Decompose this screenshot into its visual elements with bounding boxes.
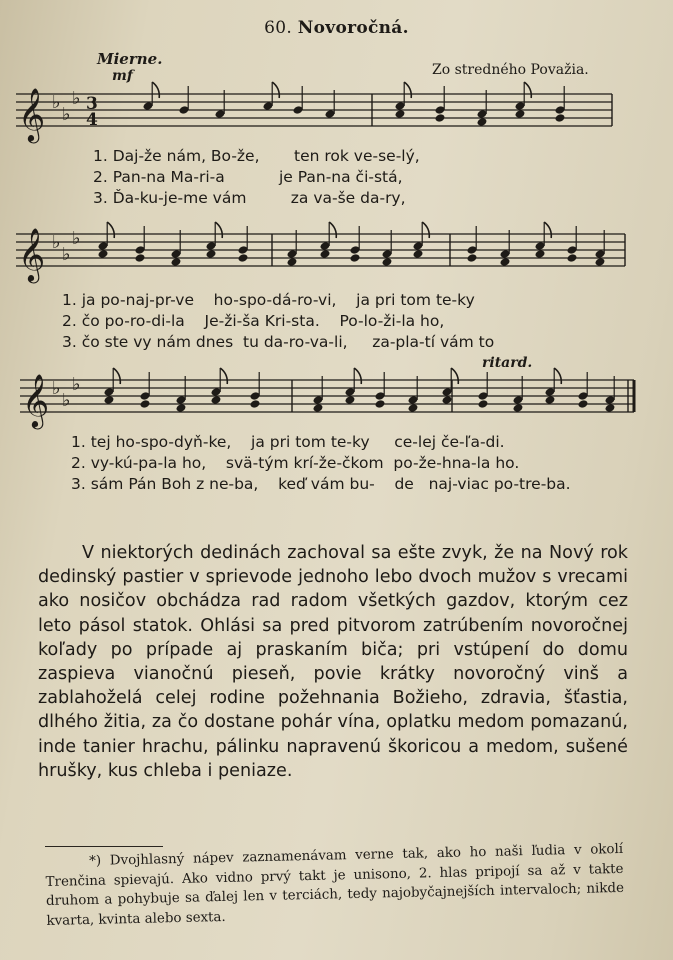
- lyric-line: 1. tej ho-spo-dyň-ke, ja pri tom te-ky ce-lej če-ľa-di.: [71, 433, 505, 451]
- note-head: [250, 399, 261, 409]
- flat-sign-icon: ♭: [62, 104, 71, 125]
- note-head: [320, 249, 331, 259]
- treble-clef-icon: 𝄞: [18, 227, 46, 281]
- note-flag: [354, 368, 361, 384]
- lyric-line: 3. Ďa-ku-je-me vám za va-še da-ry,: [93, 189, 406, 207]
- note-flag: [554, 368, 561, 384]
- song-origin: Zo stredného Považia.: [432, 62, 589, 78]
- footnote-text: *) Dvojhlasný nápev zaznamenávam verne tak, ako ho naši ľudia v okolí Trenčina spievajú. Ako vidno prvý takt je unisono, 2. hlas pripojí sa až v takte druhom a pohybuje sa ďalej len v terciách, tedy najobyčajnejších intervaloch; nikde kvarta, kvinta alebo sexta.: [45, 841, 625, 929]
- note-head: [442, 395, 453, 405]
- lyric-line: 3. sám Pán Boh z ne-ba, keď vám bu- de naj-viac po-tre-ba.: [71, 475, 571, 493]
- note-flag: [329, 222, 336, 238]
- note-head: [350, 253, 361, 263]
- note-head: [467, 253, 478, 263]
- note-head: [435, 113, 446, 123]
- note-head: [578, 399, 589, 409]
- note-head: [375, 399, 386, 409]
- note-flag: [215, 222, 222, 238]
- note-flag: [220, 368, 227, 384]
- note-flag: [272, 82, 279, 98]
- note-head: [140, 399, 151, 409]
- note-flag: [107, 222, 114, 238]
- dynamic-marking: mf: [112, 68, 133, 84]
- note-head: [513, 403, 524, 413]
- note-flag: [422, 222, 429, 238]
- treble-clef-icon: 𝄞: [22, 373, 50, 427]
- flat-sign-icon: ♭: [52, 92, 61, 113]
- staff-system-1: [0, 72, 673, 152]
- note-flag: [152, 82, 159, 98]
- lyric-line: 2. vy-kú-pa-la ho, svä-tým krí-že-čkom po-že-hna-la ho.: [71, 454, 520, 472]
- note-head: [206, 249, 217, 259]
- lyric-line: 2. Pan-na Ma-ri-a je Pan-na či-stá,: [93, 168, 403, 186]
- staff-system-2: [0, 216, 673, 296]
- note-head: [135, 253, 146, 263]
- body-paragraph: [38, 541, 628, 783]
- note-head: [555, 113, 566, 123]
- lyric-line: 1. Daj-že nám, Bo-že, ten rok ve-se-lý,: [93, 147, 420, 165]
- note-head: [313, 403, 324, 413]
- note-head: [515, 109, 526, 119]
- flat-sign-icon: ♭: [72, 88, 81, 109]
- lyrics-system-2: [62, 290, 494, 353]
- lyrics-system-3: [71, 432, 571, 495]
- song-title: Novoročná.: [297, 18, 409, 38]
- note-head: [605, 403, 616, 413]
- note-head: [500, 257, 511, 267]
- ritardando-marking: ritard.: [482, 355, 533, 371]
- note-head: [171, 257, 182, 267]
- note-head: [104, 395, 115, 405]
- note-head: [211, 395, 222, 405]
- note-head: [535, 249, 546, 259]
- footnote: [45, 840, 625, 931]
- footnote-rule: [45, 846, 163, 847]
- time-signature-top: 3: [86, 94, 98, 114]
- flat-sign-icon: ♭: [62, 390, 71, 411]
- lyric-line: 2. čo po-ro-di-la Je-ži-ša Kri-sta. Po-lo-ži-la ho,: [62, 312, 445, 330]
- song-heading: [0, 18, 673, 38]
- note-head: [382, 257, 393, 267]
- treble-clef-icon: 𝄞: [18, 87, 46, 141]
- flat-sign-icon: ♭: [72, 374, 81, 395]
- time-signature-bottom: 4: [86, 110, 98, 130]
- note-head: [287, 257, 298, 267]
- note-head: [176, 403, 187, 413]
- lyric-line: 1. ja po-naj-pr-ve ho-spo-dá-ro-vi, ja pri tom te-ky: [62, 291, 475, 309]
- tempo-marking: Mierne.: [97, 50, 163, 68]
- flat-sign-icon: ♭: [62, 244, 71, 265]
- note-head: [595, 257, 606, 267]
- note-head: [477, 117, 488, 127]
- note-head: [478, 399, 489, 409]
- lyrics-system-1: [93, 146, 420, 209]
- note-flag: [113, 368, 120, 384]
- note-head: [345, 395, 356, 405]
- flat-sign-icon: ♭: [52, 378, 61, 399]
- note-flag: [524, 82, 531, 98]
- note-head: [408, 403, 419, 413]
- song-number: 60.: [264, 18, 293, 38]
- flat-sign-icon: ♭: [72, 228, 81, 249]
- note-head: [238, 253, 249, 263]
- flat-sign-icon: ♭: [52, 232, 61, 253]
- paragraph-text: V niektorých dedinách zachoval sa ešte zvyk, že na Nový rok dedinský pastier v sprievode jednoho lebo dvoch mužov s vrecami ako nosičov obchádza rad radom všetkých gazdov, ktorým cez leto pásol statok. Ohlási sa pred pitvorom zatrúbením novoročnej koľady po prípade aj praskaním biča; pri vstúpení do domu zaspieva vianočnú pieseň, povie krátky novoročný vinš a zablahoželá celej rodine požehnania Božieho, zdravia, šťastia, dlhého žitia, za čo dostane pohár vína, oplatku medom pomazanú, inde tanier hrachu, pálinku napravenú škoricou a medom, sušené hrušky, kus chleba i peniaze.: [38, 543, 628, 781]
- lyric-line: 3. čo ste vy nám dnes tu da-ro-va-li, za-pla-tí vám to: [62, 333, 495, 351]
- note-flag: [404, 82, 411, 98]
- note-flag: [544, 222, 551, 238]
- note-head: [567, 253, 578, 263]
- note-head: [413, 249, 424, 259]
- note-head: [395, 109, 406, 119]
- note-head: [98, 249, 109, 259]
- note-head: [545, 395, 556, 405]
